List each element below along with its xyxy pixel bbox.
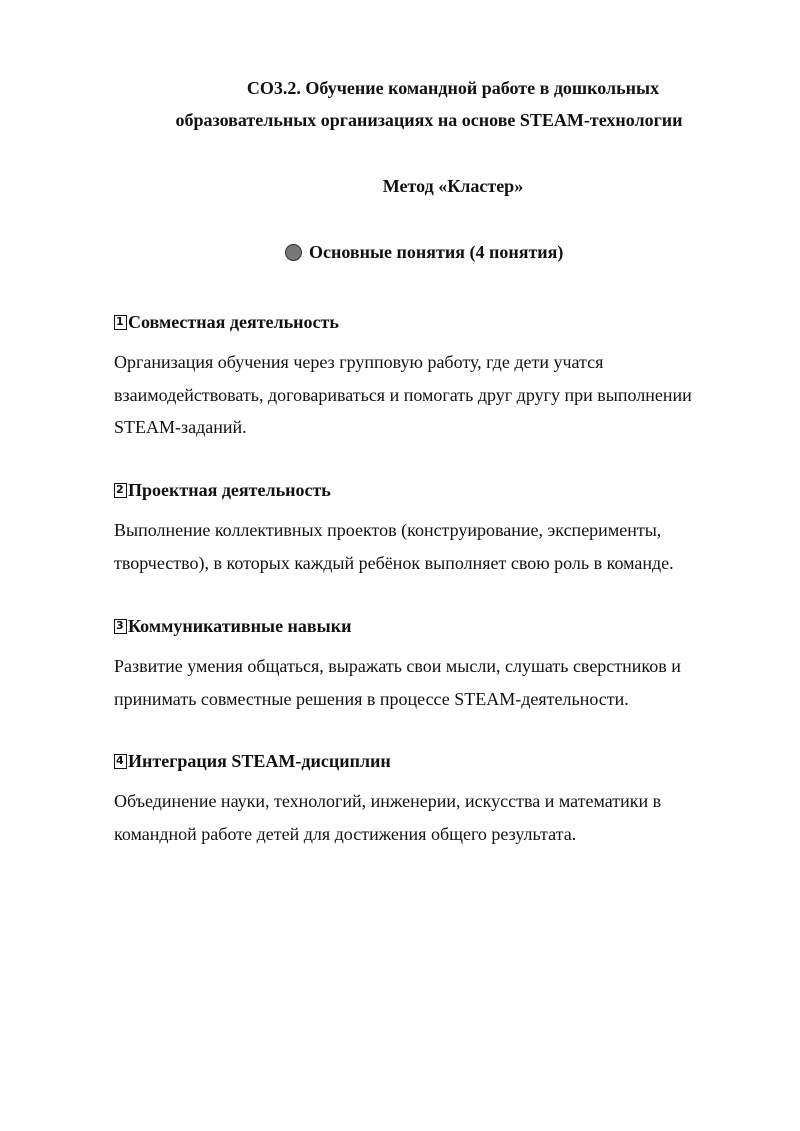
concept-heading-2 <box>114 479 734 501</box>
number-box-icon <box>114 619 127 634</box>
concept-number-4: 4 <box>116 753 124 767</box>
document-title-line-1: СО3.2. Обучение командной работе в дошкольных <box>246 78 660 98</box>
concept-number-2: 2 <box>116 482 124 496</box>
concept-number-3: 3 <box>116 618 124 632</box>
circle-bullet-icon <box>285 244 302 261</box>
number-box-icon <box>114 315 127 330</box>
concept-heading-3 <box>114 615 734 637</box>
concept-number-1: 1 <box>116 314 124 328</box>
number-box-icon <box>114 483 127 498</box>
concept-heading-text-4: Интеграция STEAM-дисциплин <box>128 751 391 771</box>
concept-heading-text-2: Проектная деятельность <box>128 480 331 500</box>
concept-heading-text-3: Коммуникативные навыки <box>128 616 352 636</box>
concept-body-1: Организация обучения через групповую работу, где дети учатся взаимодействовать, договариваться и помогать друг другу при выполнении STEAM-заданий. <box>114 352 692 437</box>
concept-body-4: Объединение науки, технологий, инженерии, искусства и математики в командной работе детей для достижения общего результата. <box>114 791 662 844</box>
method-title: Метод «Кластер» <box>382 176 524 196</box>
concept-heading-text-1: Совместная деятельность <box>128 312 339 332</box>
document-title-line-2: образовательных организациях на основе STEAM-технологии <box>175 110 683 130</box>
concept-section-4 <box>114 750 734 850</box>
concept-heading-1 <box>114 311 734 333</box>
concept-section-2 <box>114 479 734 579</box>
number-box-icon <box>114 754 127 769</box>
concept-section-3 <box>114 615 734 715</box>
concept-section-1 <box>114 311 734 444</box>
concepts-heading <box>285 241 563 263</box>
concept-body-3: Развитие умения общаться, выражать свои мысли, слушать сверстников и принимать совместные решения в процессе STEAM-деятельности. <box>114 656 681 709</box>
concept-heading-4 <box>114 750 734 772</box>
concepts-heading-text: Основные понятия (4 понятия) <box>309 242 564 262</box>
concept-body-2: Выполнение коллективных проектов (конструирование, эксперименты, творчество), в которых каждый ребёнок выполняет свою роль в команде. <box>114 520 674 573</box>
